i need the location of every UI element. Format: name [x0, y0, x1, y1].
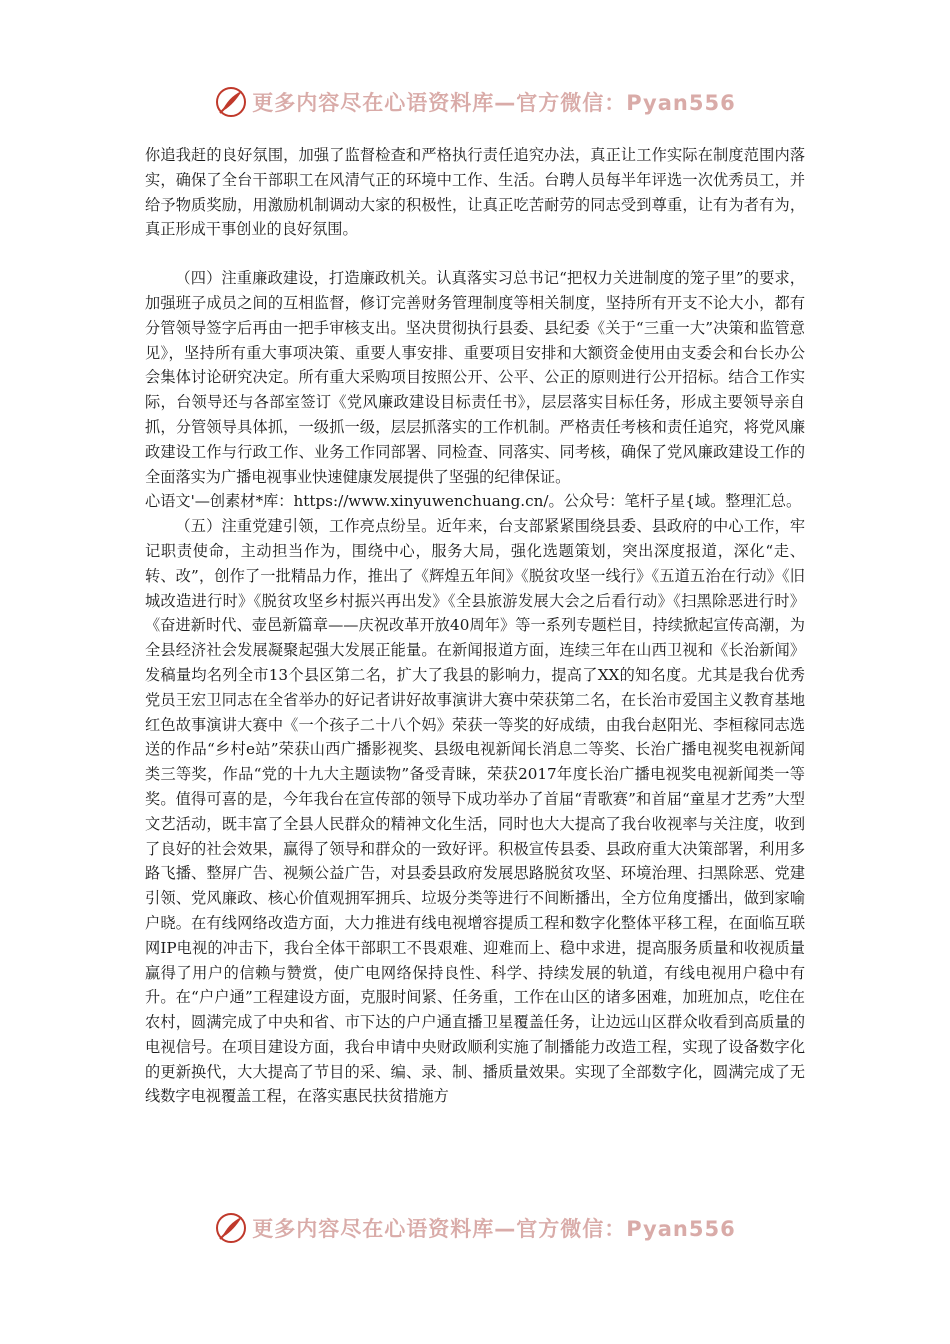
- document-body: [145, 143, 805, 1109]
- header-watermark-banner: [0, 82, 950, 122]
- footer-banner-text: 更多内容尽在心语资料库—官方微信：Pyan556: [252, 1217, 736, 1241]
- paragraph-continued: 你追我赶的良好氛围，加强了监督检查和严格执行责任追究办法，真正让工作实际在制度范围内落实，确保了全台干部职工在风清气正的环境中工作、生活。台聘人员每半年评选一次优秀员工，并给予物质奖励，用激励机制调动大家的积极性，让真正吃苦耐劳的同志受到尊重，让有为者有为，真正形成干事创业的良好氛围。: [145, 146, 805, 239]
- source-note-line: 心语文'—创素材*库：https://www.xinyuwenchuang.cn/。公众号：笔杆子星{域。整理汇总。: [145, 492, 802, 511]
- quill-logo-icon: [214, 1211, 248, 1245]
- quill-logo-icon: [214, 85, 248, 119]
- footer-watermark-banner: [0, 1208, 950, 1248]
- paragraph-section-five: （五）注重党建引领，工作亮点纷呈。近年来，台支部紧紧围绕县委、县政府的中心工作，牢记职责使命，主动担当作为，围绕中心，服务大局，强化选题策划，突出深度报道，深化“走、转、改”，创作了一批精品力作，推出了《辉煌五年间》《脱贫攻坚一线行》《五道五治在行动》《旧城改造进行时》《脱贫攻坚乡村振兴再出发》《全县旅游发展大会之后看行动》《扫黑除恶进行时》《奋进新时代、壶邑新篇章——庆祝改革开放40周年》等一系列专题栏目，持续掀起宣传高潮，为全县经济社会发展凝聚起强大发展正能量。在新闻报道方面，连续三年在山西卫视和《长治新闻》发稿量均名列全市13个县区第二名，扩大了我县的影响力，提高了XX的知名度。尤其是我台优秀党员王宏卫同志在全省举办的好记者讲好故事演讲大赛中荣获第二名，在长治市爱国主义教育基地红色故事演讲大赛中《一个孩子二十八个妈》荣获一等奖的好成绩，由我台赵阳光、李桓稼同志选送的作品“乡村e站”荣获山西广播影视奖、县级电视新闻长消息二等奖、长治广播电视奖电视新闻类三等奖，作品“党的十九大主题读物”备受青睐，荣获2017年度长治广播电视奖电视新闻类一等奖。值得可喜的是，今年我台在宣传部的领导下成功举办了首届“青歌赛”和首届“童星才艺秀”大型文艺活动，既丰富了全县人民群众的精神文化生活，同时也大大提高了我台收视率与关注度，收到了良好的社会效果，赢得了领导和群众的一致好评。积极宣传县委、县政府重大决策部署，利用多路飞播、整屏广告、视频公益广告，对县委县政府发展思路脱贫攻坚、环境治理、扫黑除恶、党建引领、党风廉政、核心价值观拥军拥兵、垃圾分类等进行不间断播出，全方位角度播出，做到家喻户晓。在有线网络改造方面，大力推进有线电视增容提质工程和数字化整体平移工程，在面临互联网IP电视的冲击下，我台全体干部职工不畏艰难、迎难而上、稳中求进，提高服务质量和收视质量赢得了用户的信赖与赞赏，使广电网络保持良性、科学、持续发展的轨道，有线电视用户稳中有升。在“户户通”工程建设方面，克服时间紧、任务重，工作在山区的诸多困难，加班加点，吃住在农村，圆满完成了中央和省、市下达的户户通直播卫星覆盖任务，让边远山区群众收看到高质量的电视信号。在项目建设方面，我台申请中央财政顺利实施了制播能力改造工程，实现了设备数字化的更新换代，大大提高了节目的采、编、录、制、播质量效果。实现了全部数字化，圆满完成了无线数字电视覆盖工程，在落实惠民扶贫措施方: [145, 517, 805, 1106]
- paragraph-section-four: （四）注重廉政建设，打造廉政机关。认真落实习总书记“把权力关进制度的笼子里”的要求，加强班子成员之间的互相监督，修订完善财务管理制度等相关制度，坚持所有开支不论大小，都有分管领导签字后再由一把手审核支出。坚决贯彻执行县委、县纪委《关于“三重一大”决策和监管意见》，坚持所有重大事项决策、重要人事安排、重要项目安排和大额资金使用由支委会和台长办公会集体讨论研究决定。所有重大采购项目按照公开、公平、公正的原则进行公开招标。结合工作实际，台领导还与各部室签订《党风廉政建设目标责任书》，层层落实目标任务，形成主要领导亲自抓，分管领导具体抓，一级抓一级，层层抓落实的工作机制。严格责任考核和责任追究，将党风廉政建设工作与行政工作、业务工作同部署、同检查、同落实、同考核，确保了党风廉政建设工作的全面落实为广播电视事业快速健康发展提供了坚强的纪律保证。: [145, 269, 805, 486]
- header-banner-text: 更多内容尽在心语资料库—官方微信：Pyan556: [252, 91, 736, 115]
